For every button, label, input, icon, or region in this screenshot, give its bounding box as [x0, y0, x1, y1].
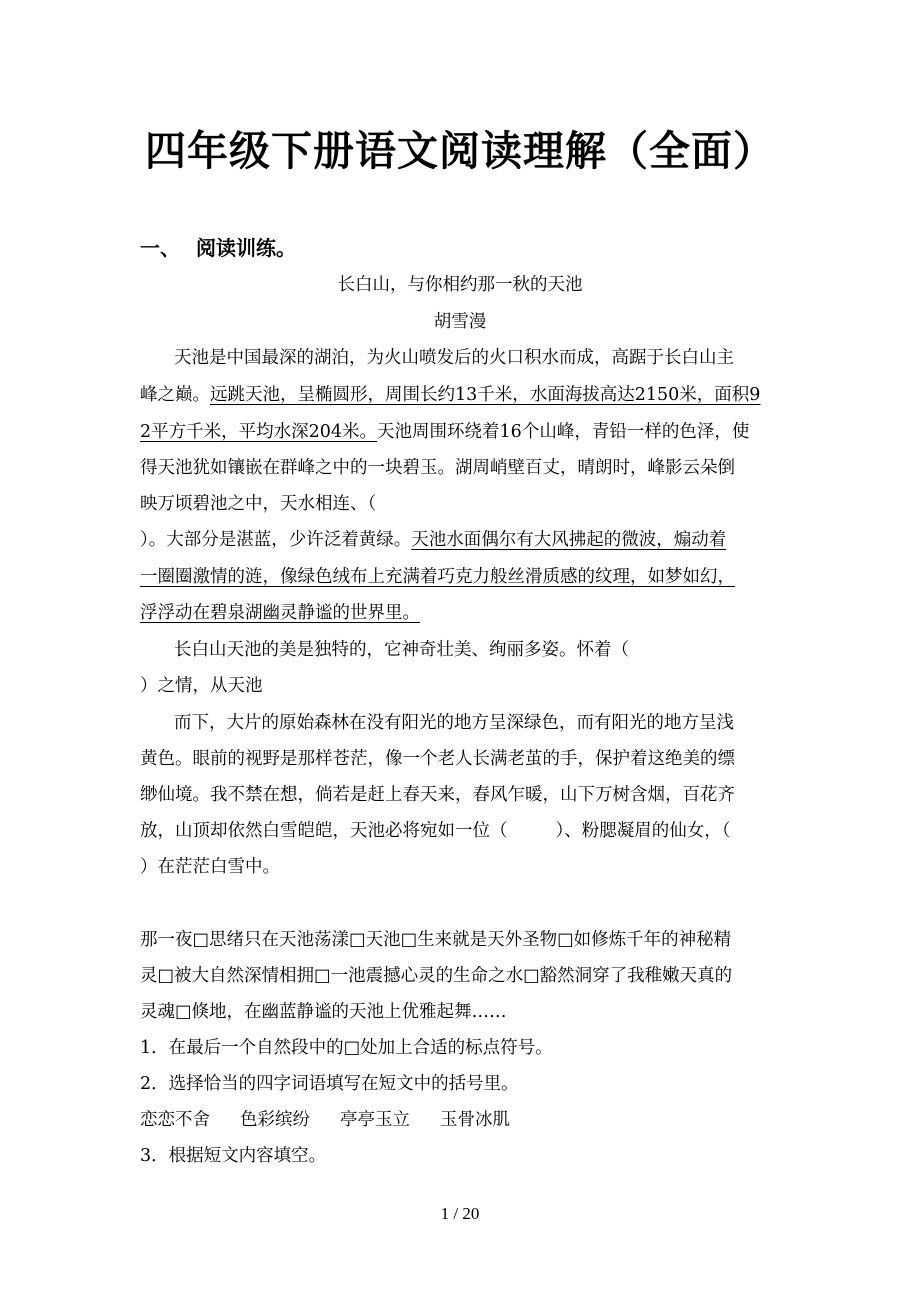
passage-line: 灵□被大自然深情相拥□一池震撼心灵的生命之水□豁然洞穿了我稚嫩天真的	[140, 966, 733, 986]
page-number: 1 / 20	[440, 1204, 480, 1223]
passage-author: 胡雪漫	[433, 312, 487, 332]
question-1: 1．在最后一个自然段中的□处加上合适的标点符号。	[140, 1038, 553, 1058]
passage-text: ）。大部分是湛蓝，少许泛着黄绿。	[140, 530, 412, 550]
passage-line: 缈仙境。我不禁在想，倘若是赶上春天来，春风乍暖，山下万树含烟，百花齐	[140, 785, 735, 805]
underlined-text: 一圈圈激情的涟，像绿色绒布上充满着巧克力般丝滑质感的纹理，如梦如幻，	[140, 567, 735, 587]
passage-line	[140, 819, 790, 843]
passage-text: ）、粉腮凝眉的仙女，（	[555, 821, 731, 841]
passage-line	[140, 601, 790, 625]
underlined-text: 天池水面偶尔有大风拂起的微波，煽动着	[411, 530, 727, 550]
passage-line: 长白山天池的美是独特的，它神奇壮美、绚丽多姿。怀着（	[174, 640, 629, 660]
passage-line: 天池是中国最深的湖泊，为火山喷发后的火口积水而成，高踞于长白山主	[174, 348, 734, 368]
passage-line: 黄色。眼前的视野是那样苍茫，像一个老人长满老茧的手，保护着这绝美的缥	[140, 749, 735, 769]
passage-line	[140, 383, 790, 407]
word-option: 色彩缤纷	[240, 1110, 310, 1130]
question-2: 2．选择恰当的四字词语填写在短文中的括号里。	[140, 1074, 519, 1094]
passage-line	[140, 420, 790, 444]
passage-line: 而下，大片的原始森林在没有阳光的地方呈深绿色，而有阳光的地方呈浅	[174, 713, 734, 733]
passage-line: 得天池犹如镶嵌在群峰之中的一块碧玉。湖周峭壁百丈，晴朗时，峰影云朵倒	[140, 458, 735, 478]
word-option: 玉骨冰肌	[440, 1110, 510, 1130]
passage-line	[140, 565, 790, 589]
document-title: 四年级下册语文阅读理解（全面）	[145, 127, 775, 175]
section-number: 一、	[140, 236, 180, 260]
word-option: 亭亭玉立	[340, 1110, 410, 1130]
underlined-text: 2平方千米，平均水深204米。	[140, 422, 378, 442]
passage-line: 映万顷碧池之中，天水相连、（	[140, 494, 377, 514]
word-option: 恋恋不舍	[140, 1110, 210, 1130]
passage-line: 那一夜□思绪只在天池荡漾□天池□生来就是天外圣物□如修炼千年的神秘精	[140, 930, 732, 950]
section-heading	[140, 232, 296, 261]
passage-line: 灵魂□倏地，在幽蓝静谧的天池上优雅起舞……	[140, 1002, 507, 1022]
section-label: 阅读训练。	[196, 236, 296, 260]
question-3: 3．根据短文内容填空。	[140, 1146, 327, 1166]
word-options	[140, 1108, 790, 1132]
passage-text: 天池周围环绕着16个山峰，青铅一样的色泽，使	[377, 422, 750, 442]
underlined-text: 浮浮动在碧泉湖幽灵静谧的世界里。	[140, 603, 420, 623]
passage-line: ）之情，从天池	[140, 676, 263, 696]
passage-text: 峰之巅。	[140, 385, 210, 405]
passage-heading: 长白山，与你相约那一秋的天池	[337, 275, 583, 295]
underlined-text: 远跳天池，呈椭圆形，周围长约13千米，水面海拔高达2150米，面积9	[210, 385, 761, 405]
passage-text: 放，山顶却依然白雪皑皑，天池必将宛如一位（	[140, 821, 508, 841]
passage-line	[140, 528, 790, 552]
passage-line: ）在茫茫白雪中。	[140, 857, 280, 877]
